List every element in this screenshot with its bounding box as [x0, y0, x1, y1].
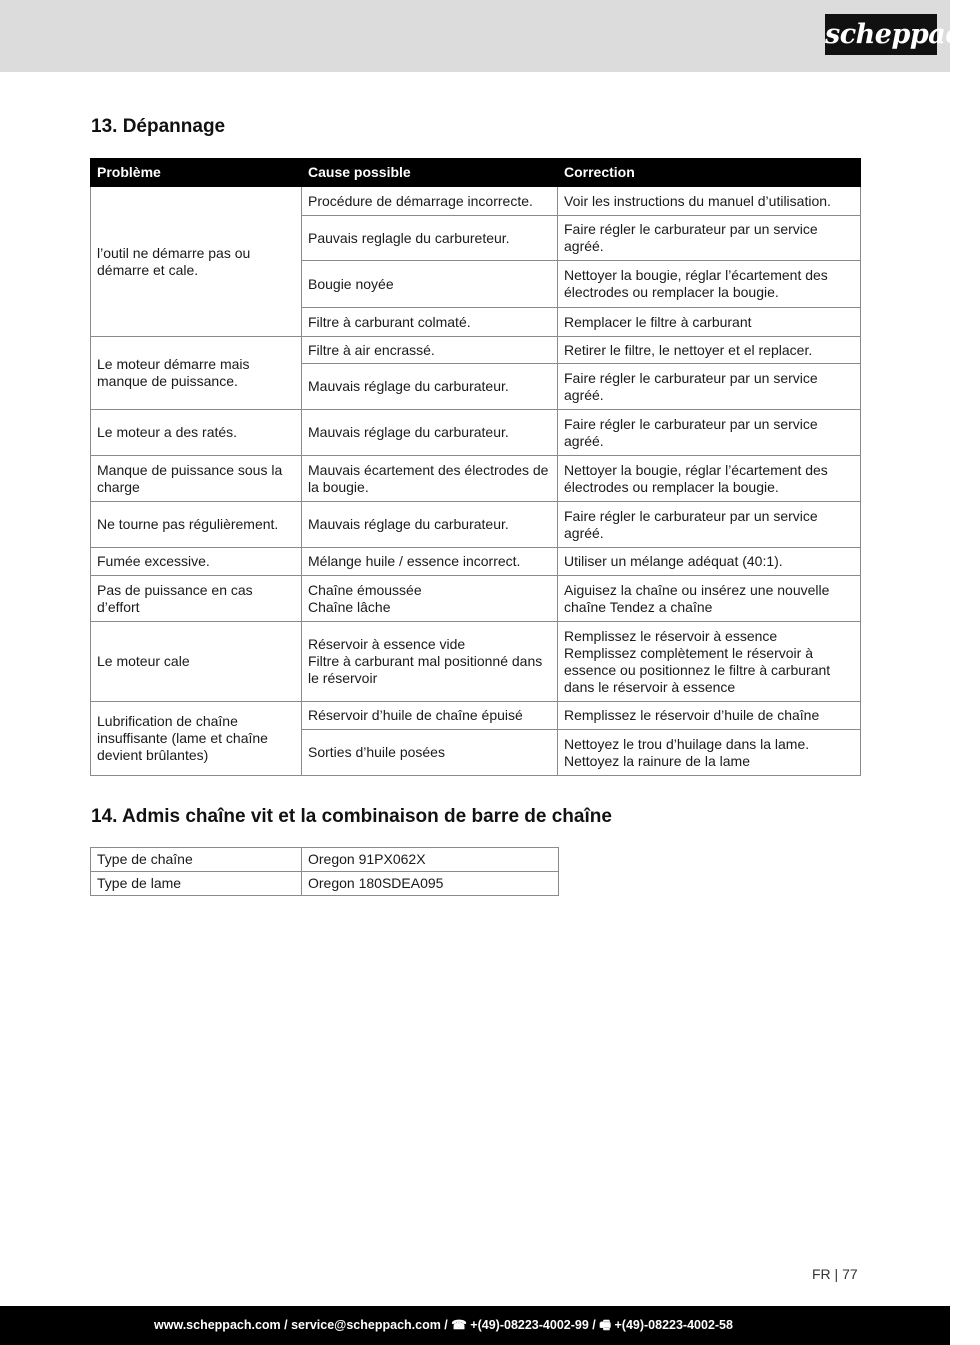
- table-header-row: [91, 159, 861, 187]
- brand-logo: scheppach: [825, 14, 937, 55]
- correction-cell: Retirer le filtre, le nettoyer et el replacer.: [558, 337, 861, 364]
- problem-cell: l’outil ne démarre pas ou démarre et cale.: [91, 187, 302, 337]
- correction-cell: Nettoyer la bougie, réglar l’écartement des électrodes ou remplacer la bougie.: [558, 261, 861, 308]
- problem-cell: Manque de puissance sous la charge: [91, 456, 302, 502]
- problem-cell: Pas de puissance en cas d’effort: [91, 576, 302, 622]
- cause-cell: Sorties d’huile posées: [302, 730, 558, 776]
- cause-cell: Procédure de démarrage incorrecte.: [302, 187, 558, 216]
- cause-cell: Filtre à air encrassé.: [302, 337, 558, 364]
- section-14-number: 14.: [91, 806, 118, 827]
- bar-type-value: Oregon 180SDEA095: [302, 872, 559, 896]
- table-row: [91, 548, 861, 576]
- table-row: [91, 848, 559, 872]
- table-row: [91, 872, 559, 896]
- section-13-number: 13.: [91, 116, 118, 137]
- footer-contact: www.scheppach.com / service@scheppach.com / ☎ +(49)-08223-4002-99 / 🖷 +(49)-08223-4002-58: [154, 1318, 733, 1332]
- correction-cell: Remplissez le réservoir d’huile de chaîne: [558, 702, 861, 730]
- problem-cell: Le moteur a des ratés.: [91, 410, 302, 456]
- page-number: FR | 77: [812, 1266, 858, 1282]
- section-14-heading: [91, 806, 612, 828]
- correction-cell: Nettoyez le trou d’huilage dans la lame. Nettoyez la rainure de la lame: [558, 730, 861, 776]
- cause-cell: Bougie noyée: [302, 261, 558, 308]
- cause-cell: Mauvais réglage du carburateur.: [302, 410, 558, 456]
- correction-cell: Remplissez le réservoir à essence Remplissez complètement le réservoir à essence ou positionnez le filtre à carburant dans le réservoir à essence: [558, 622, 861, 702]
- correction-cell: Utiliser un mélange adéquat (40:1).: [558, 548, 861, 576]
- cause-cell: Mauvais réglage du carburateur.: [302, 364, 558, 410]
- header-band: [0, 0, 950, 72]
- chain-type-label: Type de chaîne: [91, 848, 302, 872]
- cause-cell: Mauvais écartement des électrodes de la bougie.: [302, 456, 558, 502]
- header-problem: Problème: [91, 159, 302, 187]
- correction-cell: Faire régler le carburateur par un service agréé.: [558, 410, 861, 456]
- cause-cell: Réservoir d’huile de chaîne épuisé: [302, 702, 558, 730]
- table-row: [91, 622, 861, 702]
- table-row: [91, 576, 861, 622]
- chain-combination-table: [90, 847, 559, 896]
- cause-cell: Réservoir à essence vide Filtre à carburant mal positionné dans le réservoir: [302, 622, 558, 702]
- problem-cell: Ne tourne pas régulièrement.: [91, 502, 302, 548]
- section-13-heading: [91, 116, 225, 138]
- correction-cell: Remplacer le filtre à carburant: [558, 308, 861, 337]
- bar-type-label: Type de lame: [91, 872, 302, 896]
- correction-cell: Faire régler le carburateur par un service agréé.: [558, 364, 861, 410]
- section-14-title: Admis chaîne vit et la combinaison de barre de chaîne: [122, 806, 612, 827]
- troubleshooting-table: [90, 158, 861, 776]
- correction-cell: Faire régler le carburateur par un service agréé.: [558, 216, 861, 261]
- table-row: [91, 456, 861, 502]
- problem-cell: Lubrification de chaîne insuffisante (lame et chaîne devient brûlantes): [91, 702, 302, 776]
- correction-cell: Faire régler le carburateur par un service agréé.: [558, 502, 861, 548]
- cause-cell: Pauvais reglagle du carbureteur.: [302, 216, 558, 261]
- problem-cell: Le moteur démarre mais manque de puissance.: [91, 337, 302, 410]
- correction-cell: Aiguisez la chaîne ou insérez une nouvelle chaîne Tendez a chaîne: [558, 576, 861, 622]
- header-cause: Cause possible: [302, 159, 558, 187]
- cause-cell: Mélange huile / essence incorrect.: [302, 548, 558, 576]
- chain-type-value: Oregon 91PX062X: [302, 848, 559, 872]
- cause-cell: Chaîne émoussée Chaîne lâche: [302, 576, 558, 622]
- cause-cell: Filtre à carburant colmaté.: [302, 308, 558, 337]
- section-13-title: Dépannage: [122, 116, 226, 137]
- table-row: [91, 702, 861, 730]
- table-row: [91, 502, 861, 548]
- header-correction: Correction: [558, 159, 861, 187]
- cause-cell: Mauvais réglage du carburateur.: [302, 502, 558, 548]
- correction-cell: Voir les instructions du manuel d’utilisation.: [558, 187, 861, 216]
- correction-cell: Nettoyer la bougie, réglar l’écartement des électrodes ou remplacer la bougie.: [558, 456, 861, 502]
- problem-cell: Le moteur cale: [91, 622, 302, 702]
- table-row: [91, 337, 861, 364]
- problem-cell: Fumée excessive.: [91, 548, 302, 576]
- table-row: [91, 187, 861, 216]
- table-row: [91, 410, 861, 456]
